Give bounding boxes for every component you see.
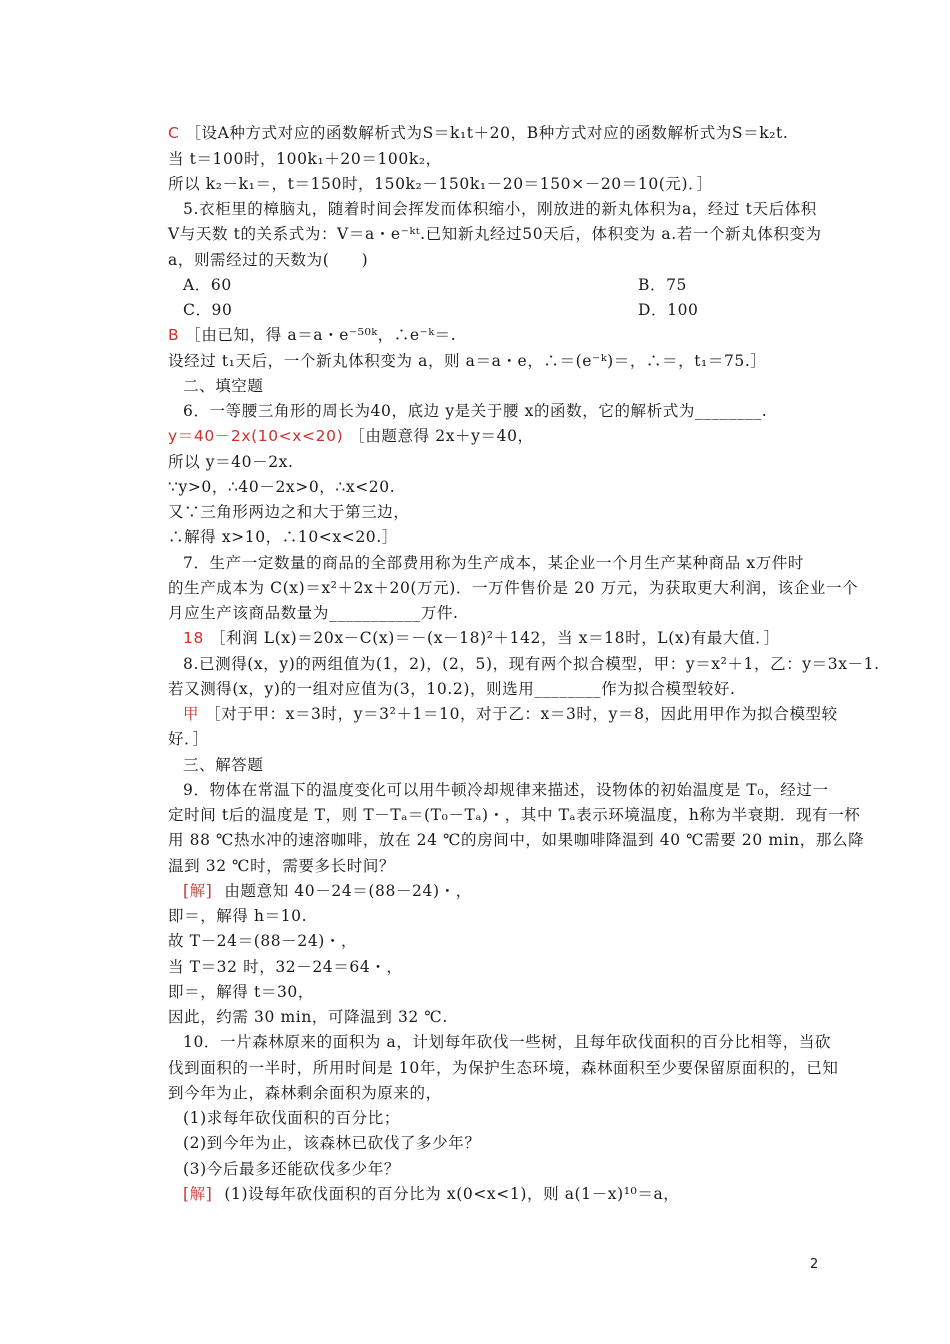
text-line: 甲 ［对于甲：x＝3时，y＝3²＋1＝10，对于乙：x＝3时，y＝8，因此用甲作为拟合模型较 [183, 705, 838, 723]
text-line: 定时间 t后的温度是 T，则 T－Tₐ＝(T₀－Tₐ)・，其中 Tₐ表示环境温度，h称为半衰期．现有一杯 [168, 806, 861, 824]
text-line: 的生产成本为 C(x)＝x²＋2x＋20(万元)．一万件售价是 20 万元，为获取更大利润，该企业一个 [168, 579, 859, 597]
text-line: 故 T－24＝(88－24)・， [168, 932, 358, 950]
sub-question: (1)求每年砍伐面积的百分比； [183, 1109, 400, 1127]
text-line: 因此，约需 30 min，可降温到 32 ℃. [168, 1008, 448, 1026]
text-line: 当 T＝32 时，32－24＝64・， [168, 958, 403, 976]
question-6: 6．一等腰三角形的周长为40，底边 y是关于腰 x的函数，它的解析式为________. [183, 402, 768, 420]
question-7: 7．生产一定数量的商品的全部费用称为生产成本，某企业一个月生产某种商品 x万件时 [183, 554, 805, 572]
answer-label: B [168, 326, 180, 344]
text-line: 即＝，解得 h＝10. [168, 907, 308, 925]
text-line: C ［设A种方式对应的函数解析式为S＝k₁t＋20，B种方式对应的函数解析式为S＝k₂t. [168, 124, 789, 142]
solution-label: [解] [183, 1185, 213, 1203]
section-heading: 二、填空题 [183, 377, 264, 395]
text-line: 月应生产该商品数量为___________万件. [168, 604, 459, 622]
question-10: 10．一片森林原来的面积为 a，计划每年砍伐一些树，且每年砍伐面积的百分比相等，当砍 [183, 1033, 832, 1051]
section-heading: 三、解答题 [183, 756, 264, 774]
text-line: 当 t＝100时，100k₁＋20＝100k₂， [168, 150, 442, 168]
option-a: A．60 [183, 276, 232, 294]
answer-label: 甲 [183, 705, 200, 723]
text-line: ∵y>0，∴40－2x>0，∴x<20. [168, 478, 396, 496]
text-line: ∴解得 x>10，∴10<x<20.］ [168, 528, 398, 546]
text-line: B ［由已知，得 a＝a・e⁻⁵⁰ᵏ，∴e⁻ᵏ＝. [168, 326, 457, 344]
page-number: 2 [810, 1257, 819, 1272]
text-line: 到今年为止，森林剩余面积为原来的， [168, 1084, 442, 1102]
text-line: 用 88 ℃热水冲的速溶咖啡，放在 24 ℃的房间中，如果咖啡降温到 40 ℃需要 20 min，那么降 [168, 831, 865, 849]
answer-label: 18 [183, 629, 204, 647]
text-line: 设经过 t₁天后，一个新丸体积变为 a，则 a＝a・e，∴＝(e⁻ᵏ)＝，∴＝，t₁＝75.］ [168, 352, 767, 370]
text-line: y＝40－2x(10<x<20) ［由题意得 2x＋y＝40， [168, 427, 534, 445]
question-5: 5.衣柜里的樟脑丸，随着时间会挥发而体积缩小，刚放进的新丸体积为a，经过 t天后体积 [183, 200, 817, 218]
question-9: 9．物体在常温下的温度变化可以用牛顿冷却规律来描述，设物体的初始温度是 T₀，经过一 [183, 781, 829, 799]
answer-label: C [168, 124, 180, 142]
text-line: [解] 由题意知 40－24＝(88－24)・， [183, 882, 472, 900]
text-line: 又∵三角形两边之和大于第三边， [168, 503, 410, 521]
question-8: 8.已测得(x，y)的两组值为(1，2)，(2，5)，现有两个拟合模型，甲：y＝x²＋1，乙：y＝3x－1. [183, 655, 880, 673]
text-line: 若又测得(x，y)的一组对应值为(3，10.2)，则选用________作为拟合模型较好. [168, 680, 736, 698]
text-line: a，则需经过的天数为( ) [168, 251, 369, 269]
text-line: 温到 32 ℃时，需要多长时间？ [168, 857, 396, 875]
text-line: 伐到面积的一半时，所用时间是 10年，为保护生态环境，森林面积至少要保留原面积的，已知 [168, 1059, 839, 1077]
text-line: 所以 y＝40－2x. [168, 453, 294, 471]
option-d: D．100 [638, 301, 699, 319]
sub-question: (2)到今年为止，该森林已砍伐了多少年？ [183, 1134, 481, 1152]
options-row [183, 275, 843, 295]
text-line: 所以 k₂－k₁＝，t＝150时，150k₂－150k₁－20＝150×－20＝10(元)．］ [168, 175, 713, 193]
text-line: 好．］ [168, 730, 209, 748]
options-row [183, 300, 843, 320]
text-line: [解] (1)设每年砍伐面积的百分比为 x(0<x<1)，则 a(1－x)¹⁰＝a， [183, 1185, 680, 1203]
option-b: B．75 [638, 276, 688, 294]
text-line: 18 ［利润 L(x)＝20x－C(x)＝－(x－18)²＋142，当 x＝18时，L(x)有最大值．］ [183, 629, 780, 647]
solution-label: [解] [183, 882, 213, 900]
option-c: C．90 [183, 301, 233, 319]
answer-label: y＝40－2x(10<x<20) [168, 427, 344, 445]
text-line: 即＝，解得 t＝30， [168, 983, 314, 1001]
text-line: V与天数 t的关系式为：V＝a・e⁻ᵏᵗ.已知新丸经过50天后，体积变为 a.若一个新丸体积变为 [168, 225, 822, 243]
sub-question: (3)今后最多还能砍伐多少年？ [183, 1160, 400, 1178]
